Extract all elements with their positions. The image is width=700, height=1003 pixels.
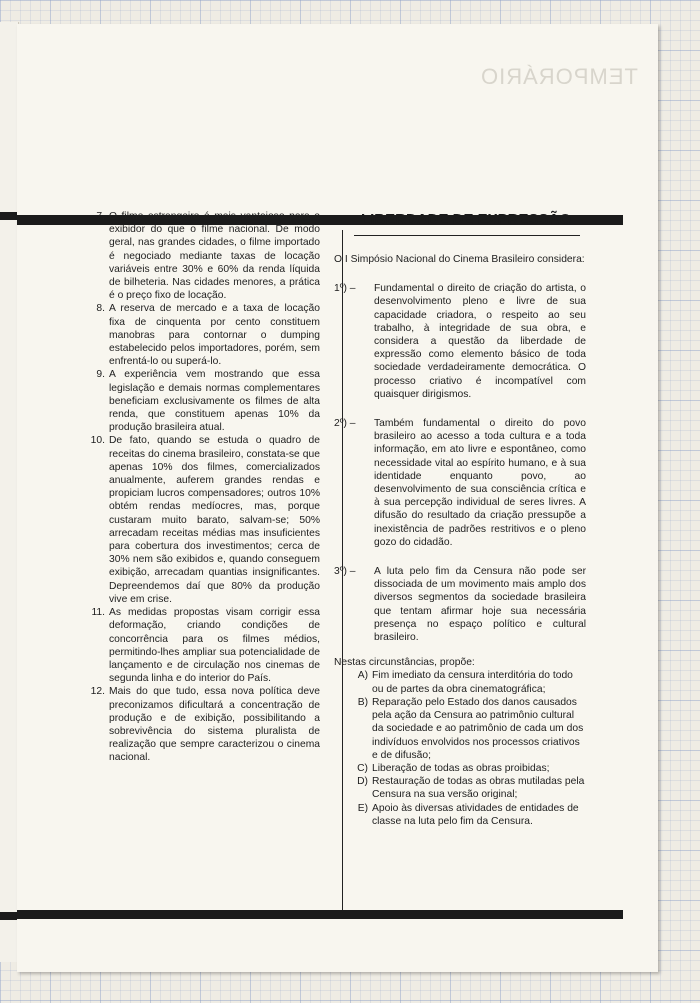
- proposal-letter: A): [357, 670, 368, 682]
- proposals-intro: Nestas circunstâncias, propõe:: [334, 657, 475, 669]
- item-number: 10.: [90, 435, 105, 447]
- point-text: A luta pelo fim da Censura não pode ser dissociada de um movimento mais amplo dos diversos segmentos da sociedade brasileira que tentam afirmar hoje sua necessária presença no espaço político e cultural brasileiro.: [374, 566, 586, 644]
- item-number: 7.: [96, 211, 105, 222]
- proposal-item: [334, 802, 586, 828]
- point-number: 3º) –: [334, 566, 356, 578]
- numbered-item: [86, 685, 320, 764]
- numbered-item: [86, 434, 320, 606]
- proposal-text: Liberação de todas as obras proibidas;: [372, 762, 550, 774]
- point-text: Também fundamental o direito do povo brasileiro ao acesso a toda cultura e a toda informação, em ato livre e espontâneo, como necessidade vital ao espírito humano, e à sua identidade enquanto povo, ao desenvolvimento de sua consciência crítica e à sua percepção individual de seres livres. A difusão do resultado da criação pressupõe a inexistência de padrões restritivos e o pleno gozo do cidadão.: [374, 418, 586, 548]
- proposal-item: [334, 669, 586, 695]
- left-column: [86, 210, 320, 765]
- proposal-text: Reparação pelo Estado dos danos causados pela ação da Censura ao patrimônio cultural da sociedade e ao patrimônio de cada um dos indivíduos envolvidos nos processos criativos e de difusão;: [372, 696, 584, 761]
- proposal-item: [334, 775, 586, 801]
- proposal-text: Restauração de todas as obras mutiladas pela Censura na sua versão original;: [372, 776, 585, 801]
- show-through-text: TEMPORÁRIO: [480, 64, 638, 89]
- proposal-item: [334, 762, 586, 775]
- item-text: A experiência vem mostrando que essa legislação e demais normas complementares beneficiam exclusivamente os filmes de alta renda, que constituem apenas 10% da produção brasileira atual.: [109, 369, 320, 434]
- item-number: 9.: [96, 369, 105, 381]
- previous-page-bar: [0, 912, 18, 920]
- point-number: 1º) –: [334, 283, 356, 295]
- item-text: A reserva de mercado e a taxa de locação fixa de cinquenta por cento constituem manobras para contornar o dumping estabelecido pelos importadores, porém, sem enfrentá-lo ou superá-lo.: [109, 303, 320, 368]
- item-text: As medidas propostas visam corrigir essa deformação, criando condições de concorrência para os filmes médios, permitindo-lhes ampliar sua potencialidade de lançamento e de circulação nos cinemas de segunda linha e do interior do País.: [109, 607, 320, 685]
- point-text: Fundamental o direito de criação do artista, o desenvolvimento pleno e livre de sua capacidade criadora, o respeito ao seu trabalho, à integridade de sua obra, e considera a questão da liberdade de expressão como elemento básico de toda sociedade verdadeiramente democrática. O processo criativo é incompatível com quaisquer dirigismos.: [374, 283, 586, 400]
- proposal-letter: E): [357, 802, 368, 814]
- item-text: De fato, quando se estuda o quadro de receitas do cinema brasileiro, constata-se que apenas 10% dos filmes, comercializados anualmente, auferem grandes rendas e propiciam lucros compensadores; outros 10% obtém rendas medíocres, mas, porque custaram muito barato, salvam-se; 50% arrecadam receitas médias mas insuficientes para cobertura dos investimentos; cerca de 30% nem são exibidos e, quando conseguem exibição, arrecadam quantias insignificantes. Depreendemos daí que 80% da produção vive em crise.: [109, 435, 320, 605]
- proposal-text: Apoio às diversas atividades de entidades de classe na luta pelo fim da Censura.: [372, 802, 579, 827]
- numbered-item: [86, 606, 320, 685]
- bottom-rule: [17, 910, 623, 919]
- item-text: Mais do que tudo, essa nova política deve preconizamos dificultará a concentração de produção e de exibição, possibilitando a sobrevivência do sistema pluralista de realização que sempre caracterizou o cinema nacional.: [109, 686, 320, 764]
- point-number: 2º) –: [334, 418, 356, 430]
- right-column: [334, 210, 586, 828]
- proposal-item: [334, 696, 586, 762]
- numbered-item: [86, 302, 320, 368]
- proposal-letter: B): [357, 696, 368, 708]
- intro-text: O I Simpósio Nacional do Cinema Brasileiro considera:: [334, 254, 585, 265]
- numbered-point: [334, 417, 586, 549]
- item-number: 8.: [96, 303, 105, 315]
- numbered-item: [86, 368, 320, 434]
- numbered-point: [334, 565, 586, 644]
- item-number: 12.: [90, 686, 105, 698]
- title-underline: [354, 235, 580, 236]
- section-title: LIBERDADE DE EXPRESSÃO: [360, 211, 572, 228]
- item-number: 11.: [91, 607, 105, 619]
- numbered-item: [86, 210, 320, 302]
- proposal-letter: D): [357, 776, 368, 788]
- previous-page-bar: [0, 212, 18, 220]
- proposal-text: Fim imediato da censura interditória do todo ou de partes da obra cinematográfica;: [372, 670, 573, 695]
- item-text: O filme estrangeiro é mais vantajoso para o exibidor do que o filme nacional. De modo geral, nas grandes cidades, o filme importado é negociado mediante taxas de locação variáveis entre 30% e 60% da renda líquida de bilheteria. Nas cidades menores, a prática é o preço fixo de locação.: [109, 211, 320, 302]
- proposal-letter: C): [357, 762, 368, 774]
- numbered-point: [334, 282, 586, 401]
